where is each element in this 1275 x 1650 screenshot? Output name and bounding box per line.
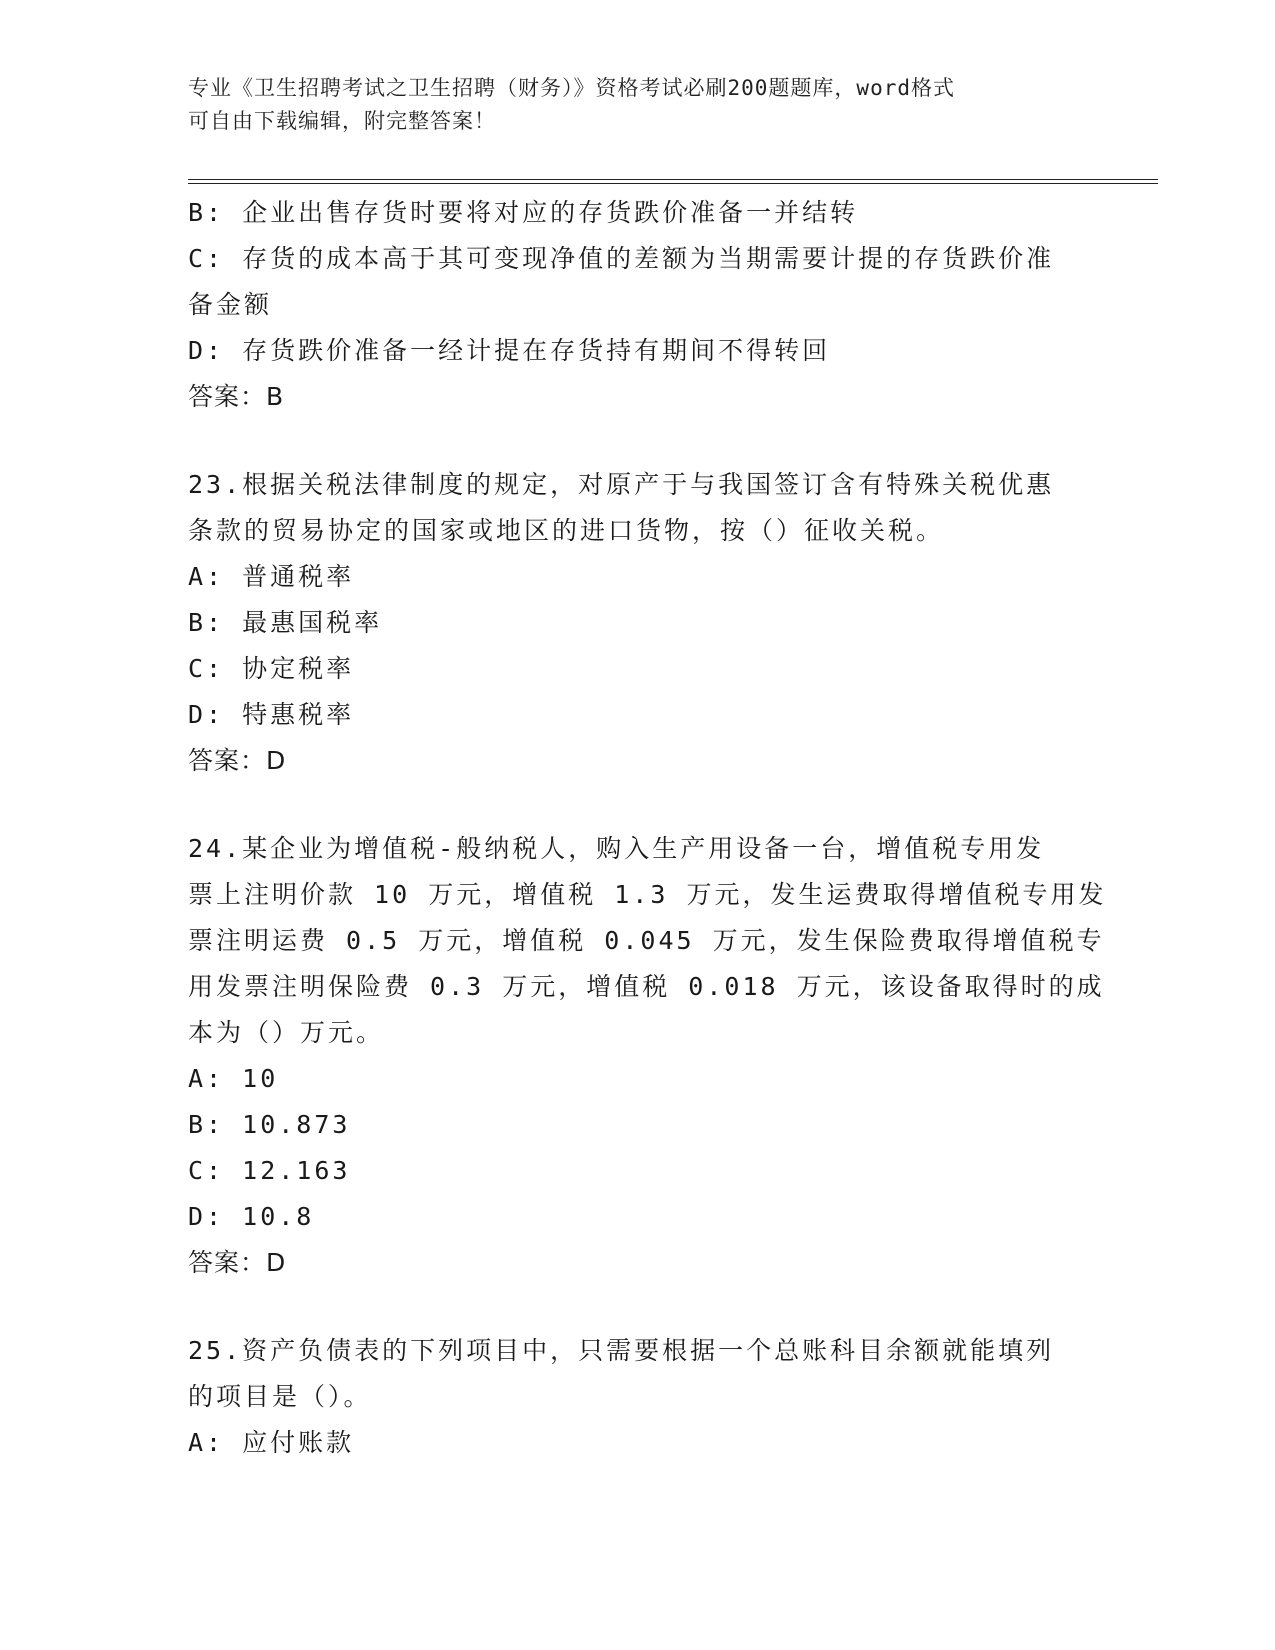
- option-b: B: 最惠国税率: [188, 608, 383, 637]
- option-d: D: 10.8: [188, 1202, 315, 1231]
- question-22-continuation: [188, 190, 1088, 420]
- question-text-line-2: 票上注明价款 10 万元，增值税 1.3 万元，发生运费取得增值税专用发: [188, 880, 1107, 909]
- question-text-line-5: 本为（）万元。: [188, 1018, 385, 1047]
- option-a: A: 10: [188, 1064, 279, 1093]
- option-a: A: 普通税率: [188, 562, 355, 591]
- question-24: [188, 826, 1107, 1286]
- question-23: [188, 462, 1088, 784]
- option-d: D: 存货跌价准备一经计提在存货持有期间不得转回: [188, 336, 831, 365]
- option-c: C: 协定税率: [188, 654, 355, 683]
- spacer: [188, 1286, 1088, 1328]
- option-c-line-1: C: 存货的成本高于其可变现净值的差额为当期需要计提的存货跌价准: [188, 244, 1055, 273]
- question-text-line-1: 25.资产负债表的下列项目中，只需要根据一个总账科目余额就能填列: [188, 1336, 1055, 1365]
- header-line-2: 可自由下载编辑，附完整答案！: [188, 109, 496, 133]
- spacer: [188, 420, 1088, 462]
- answer: 答案：B: [188, 382, 285, 411]
- question-text-line-3: 票注明运费 0.5 万元，增值税 0.045 万元，发生保险费取得增值税专: [188, 926, 1105, 955]
- question-text-line-4: 用发票注明保险费 0.3 万元，增值税 0.018 万元，该设备取得时的成: [188, 972, 1105, 1001]
- question-text-line-2: 条款的贸易协定的国家或地区的进口货物，按（）征收关税。: [188, 516, 945, 545]
- question-text-line-2: 的项目是（）。: [188, 1382, 372, 1411]
- option-b: B: 10.873: [188, 1110, 351, 1139]
- document-body: [188, 190, 1107, 1466]
- header-divider-bottom: [188, 183, 1158, 184]
- answer: 答案：D: [188, 1248, 287, 1277]
- header-line-1: 专业《卫生招聘考试之卫生招聘（财务）》资格考试必刷200题题库，word格式: [188, 76, 955, 100]
- option-c: C: 12.163: [188, 1156, 351, 1185]
- option-b: B: 企业出售存货时要将对应的存货跌价准备一并结转: [188, 198, 859, 227]
- document-header: [188, 72, 1088, 138]
- question-25: [188, 1328, 1088, 1466]
- question-text-line-1: 23.根据关税法律制度的规定，对原产于与我国签订含有特殊关税优惠: [188, 470, 1055, 499]
- header-divider-top: [188, 179, 1158, 180]
- answer: 答案：D: [188, 746, 287, 775]
- option-a: A: 应付账款: [188, 1428, 355, 1457]
- question-text-line-1: 24.某企业为增值税-般纳税人，购入生产用设备一台，增值税专用发: [188, 834, 1045, 863]
- spacer: [188, 784, 1088, 826]
- option-c-line-2: 备金额: [188, 290, 273, 319]
- option-d: D: 特惠税率: [188, 700, 355, 729]
